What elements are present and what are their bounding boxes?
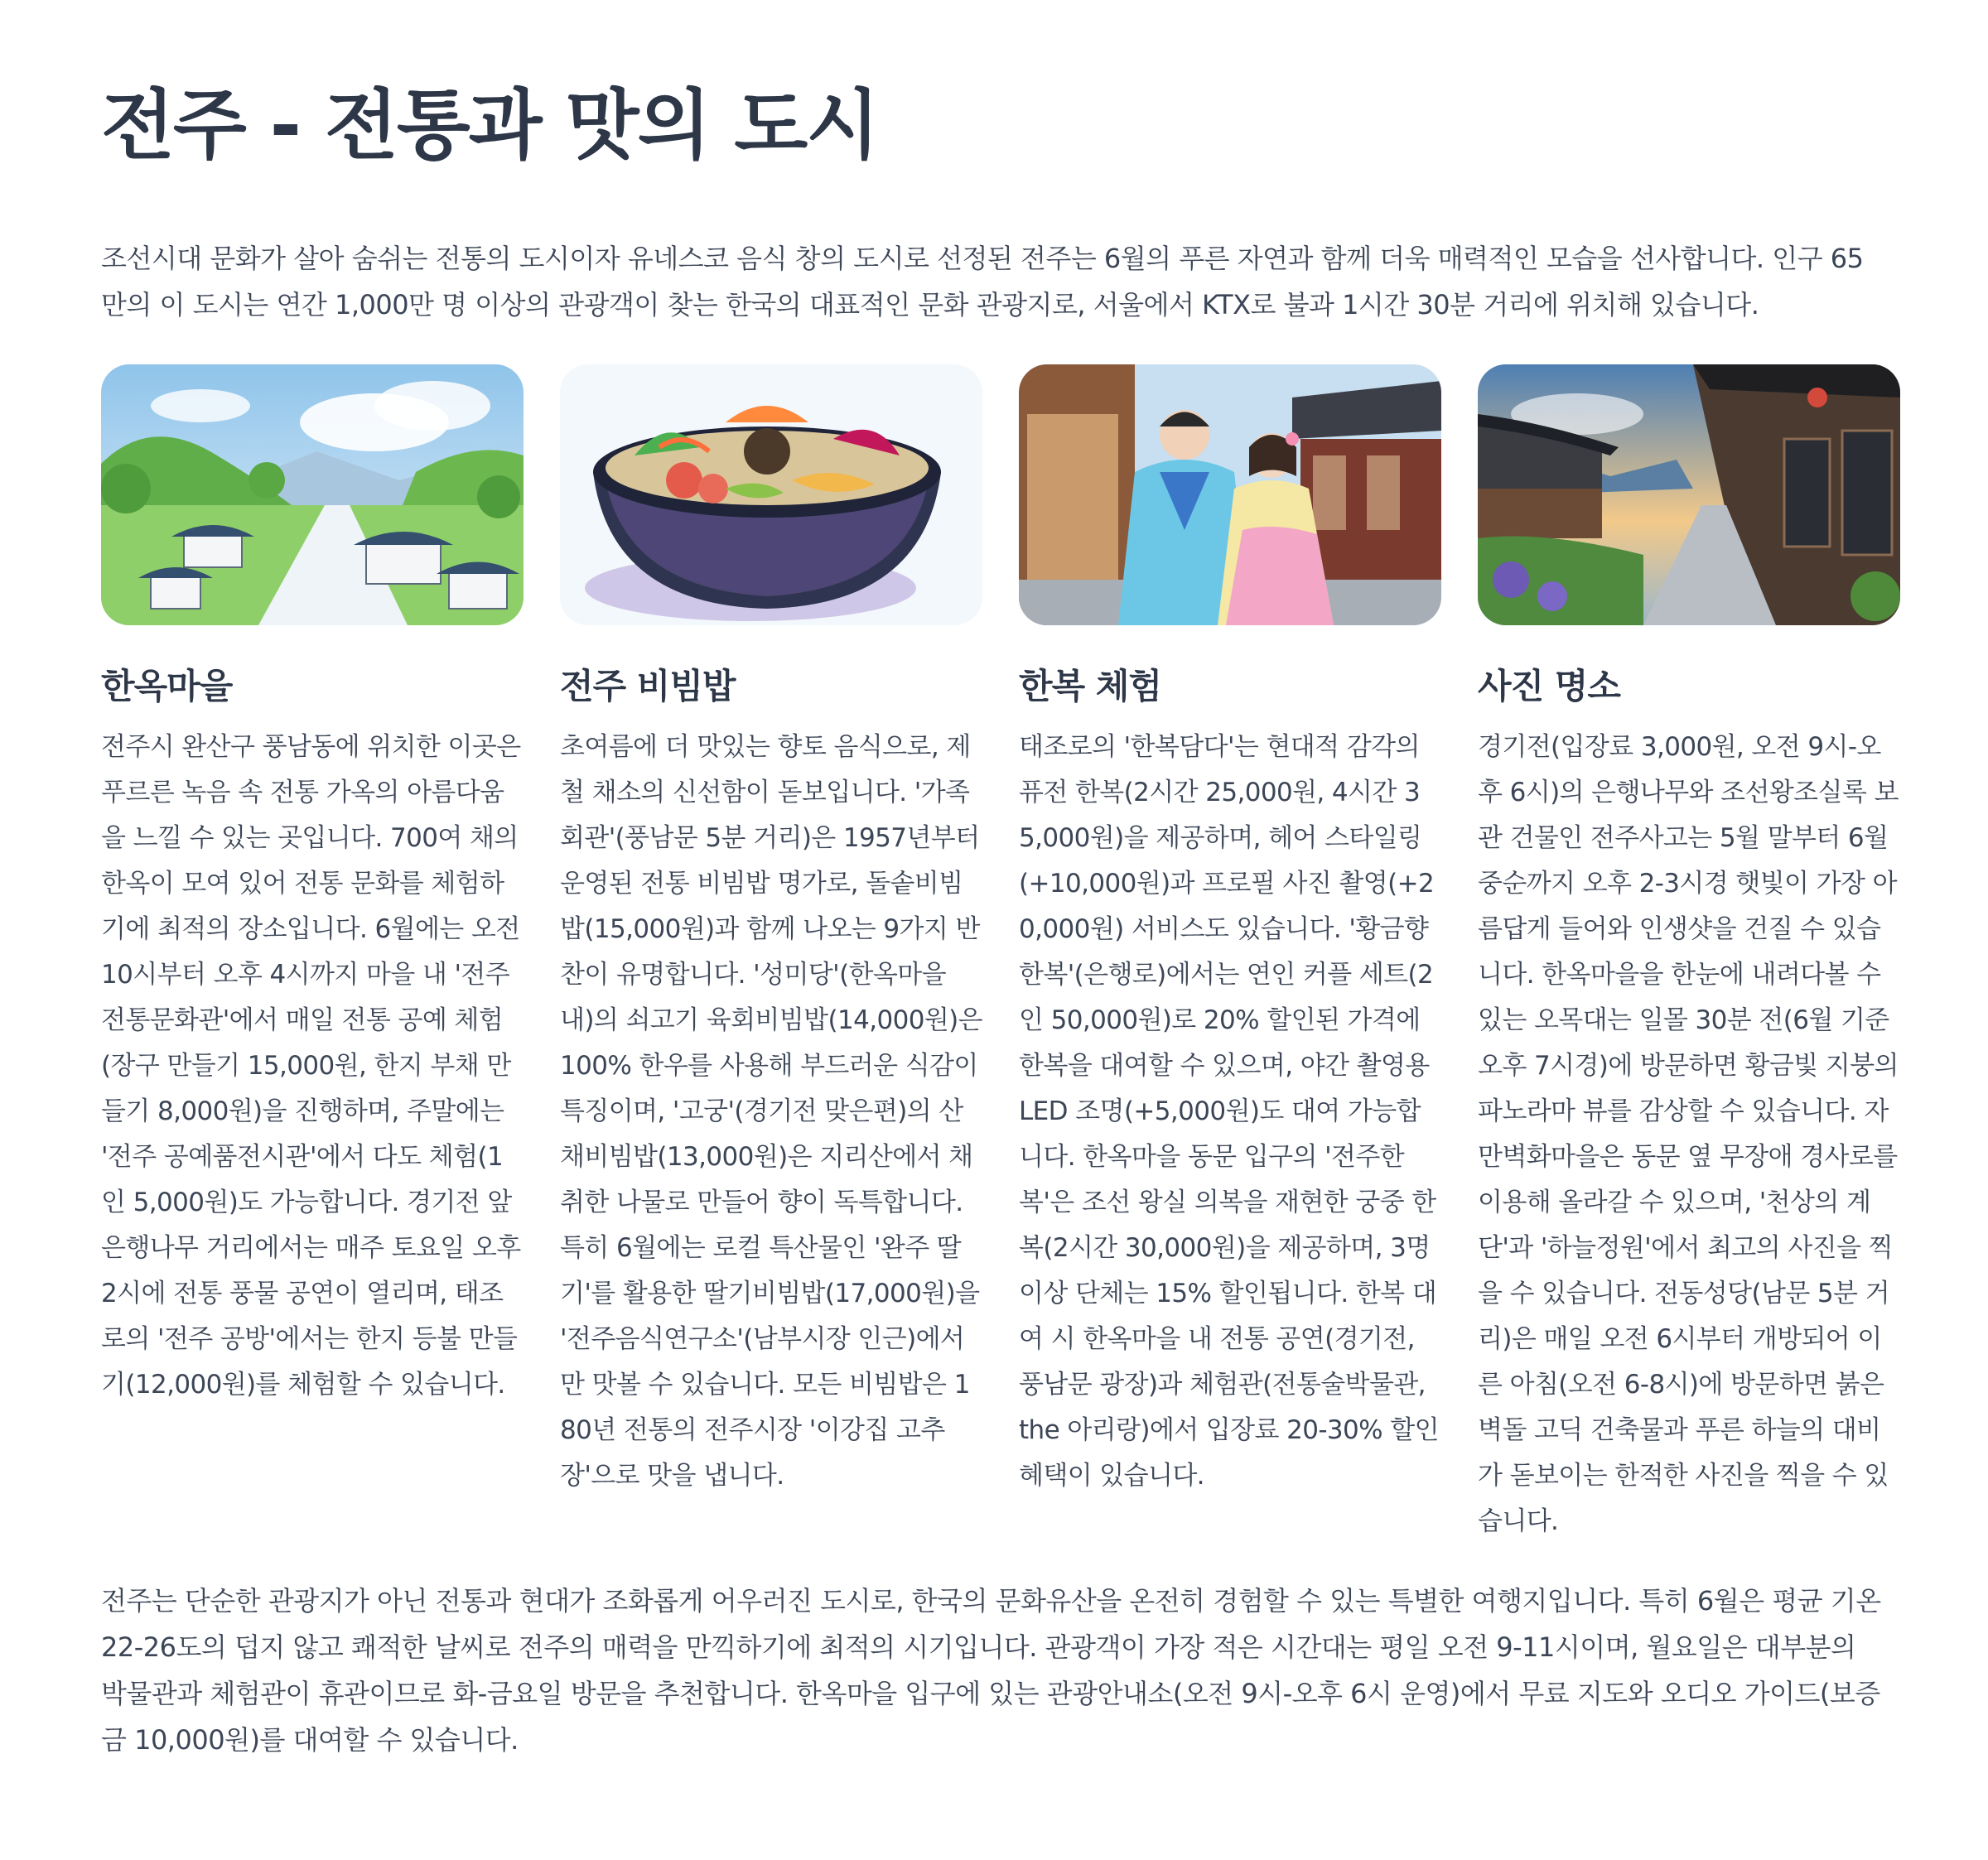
card-heading: 한옥마을	[101, 666, 233, 706]
card-heading: 전주 비빔밥	[560, 666, 736, 706]
card-body: 경기전(입장료 3,000원, 오전 9시-오후 6시)의 은행나무와 조선왕조실록 보관 건물인 전주사고는 5월 말부터 6월 중순까지 오후 2-3시경 햇빛이 가장 아름답게 들어와 인생샷을 건질 수 있습니다. 한옥마을을 한눈에 내려다볼 수 있는 오목대는 일몰 30분 전(6월 기준 오후 7시경)에 방문하면 황금빛 지붕의 파노라마 뷰를 감상할 수 있습니다. 자만벽화마을은 동문 옆 무장애 경사로를 이용해 올라갈 수 있으며, '천상의 계단'과 '하늘정원'에서 최고의 사진을 찍을 수 있습니다. 전동성당(남문 5분 거리)은 매일 오전 6시부터 개방되어 이른 아침(오전 6-8시)에 방문하면 붉은 벽돌 고딕 건축물과 푸른 하늘의 대비가 돋보이는 한적한 사진을 찍을 수 있습니다.	[1478, 732, 1899, 1536]
hanbok-image	[1019, 364, 1441, 625]
card-bibimbap	[560, 364, 982, 1544]
card-body: 초여름에 더 맛있는 향토 음식으로, 제철 채소의 신선함이 돋보입니다. '가족회관'(풍남문 5분 거리)은 1957년부터 운영된 전통 비빔밥 명가로, 돌솥비빔밥(15,000원)과 함께 나오는 9가지 반찬이 유명합니다. '성미당'(한옥마을 내)의 쇠고기 육회비빔밥(14,000원)은 100% 한우를 사용해 부드러운 식감이 특징이며, '고궁'(경기전 맞은편)의 산채비빔밥(13,000원)은 지리산에서 채취한 나물로 만들어 향이 독특합니다. 특히 6월에는 로컬 특산물인 '완주 딸기'를 활용한 딸기비빔밥(17,000원)을 '전주음식연구소'(남부시장 인근)에서만 맛볼 수 있습니다. 모든 비빔밥은 180년 전통의 전주시장 '이강집 고추장'으로 맛을 냅니다.	[560, 732, 983, 1491]
card-hanok-village	[101, 364, 524, 1544]
card-body: 태조로의 '한복담다'는 현대적 감각의 퓨전 한복(2시간 25,000원, 4시간 35,000원)을 제공하며, 헤어 스타일링(+10,000원)과 프로필 사진 촬영(+20,000원) 서비스도 있습니다. '황금향한복'(은행로)에서는 연인 커플 세트(2인 50,000원)로 20% 할인된 가격에 한복을 대여할 수 있으며, 야간 촬영용 LED 조명(+5,000원)도 대여 가능합니다. 한옥마을 동문 입구의 '전주한복'은 조선 왕실 의복을 재현한 궁중 한복(2시간 30,000원)을 제공하며, 3명 이상 단체는 15% 할인됩니다. 한복 대여 시 한옥마을 내 전통 공연(경기전, 풍남문 광장)과 체험관(전통술박물관, the 아리랑)에서 입장료 20-30% 할인 혜택이 있습니다.	[1019, 732, 1439, 1491]
card-body: 전주시 완산구 풍남동에 위치한 이곳은 푸르른 녹음 속 전통 가옥의 아름다움을 느낄 수 있는 곳입니다. 700여 채의 한옥이 모여 있어 전통 문화를 체험하기에 최적의 장소입니다. 6월에는 오전 10시부터 오후 4시까지 마을 내 '전주 전통문화관'에서 매일 전통 공예 체험(장구 만들기 15,000원, 한지 부채 만들기 8,000원)을 진행하며, 주말에는 '전주 공예품전시관'에서 다도 체험(1인 5,000원)도 가능합니다. 경기전 앞 은행나무 거리에서는 매주 토요일 오후 2시에 전통 풍물 공연이 열리며, 태조로의 '전주 공방'에서는 한지 등불 만들기(12,000원)를 체험할 수 있습니다.	[101, 732, 521, 1400]
card-heading: 사진 명소	[1478, 666, 1620, 706]
card-heading: 한복 체험	[1019, 666, 1161, 706]
intro-paragraph: 조선시대 문화가 살아 숨쉬는 전통의 도시이자 유네스코 음식 창의 도시로 선정된 전주는 6월의 푸른 자연과 함께 더욱 매력적인 모습을 선사합니다. 인구 65만의 이 도시는 연간 1,000만 명 이상의 관광객이 찾는 한국의 대표적인 문화 관광지로, 서울에서 KTX로 불과 1시간 30분 거리에 위치해 있습니다.	[101, 243, 1864, 320]
bibimbap-image	[560, 364, 982, 625]
outro-paragraph: 전주는 단순한 관광지가 아닌 전통과 현대가 조화롭게 어우러진 도시로, 한국의 문화유산을 온전히 경험할 수 있는 특별한 여행지입니다. 특히 6월은 평균 기온 22-26도의 덥지 않고 쾌적한 날씨로 전주의 매력을 만끽하기에 최적의 시기입니다. 관광객이 가장 적은 시간대는 평일 오전 9-11시이며, 월요일은 대부분의 박물관과 체험관이 휴관이므로 화-금요일 방문을 추천합니다. 한옥마을 입구에 있는 관광안내소(오전 9시-오후 6시 운영)에서 무료 지도와 오디오 가이드(보증금 10,000원)를 대여할 수 있습니다.	[101, 1585, 1881, 1756]
card-hanbok	[1019, 364, 1441, 1544]
feature-cards	[101, 364, 1899, 1544]
card-photo-spots	[1478, 364, 1900, 1544]
hanok-village-image	[101, 364, 524, 625]
photo-spot-image	[1478, 364, 1900, 625]
page-title: 전주 - 전통과 맛의 도시	[101, 81, 879, 170]
